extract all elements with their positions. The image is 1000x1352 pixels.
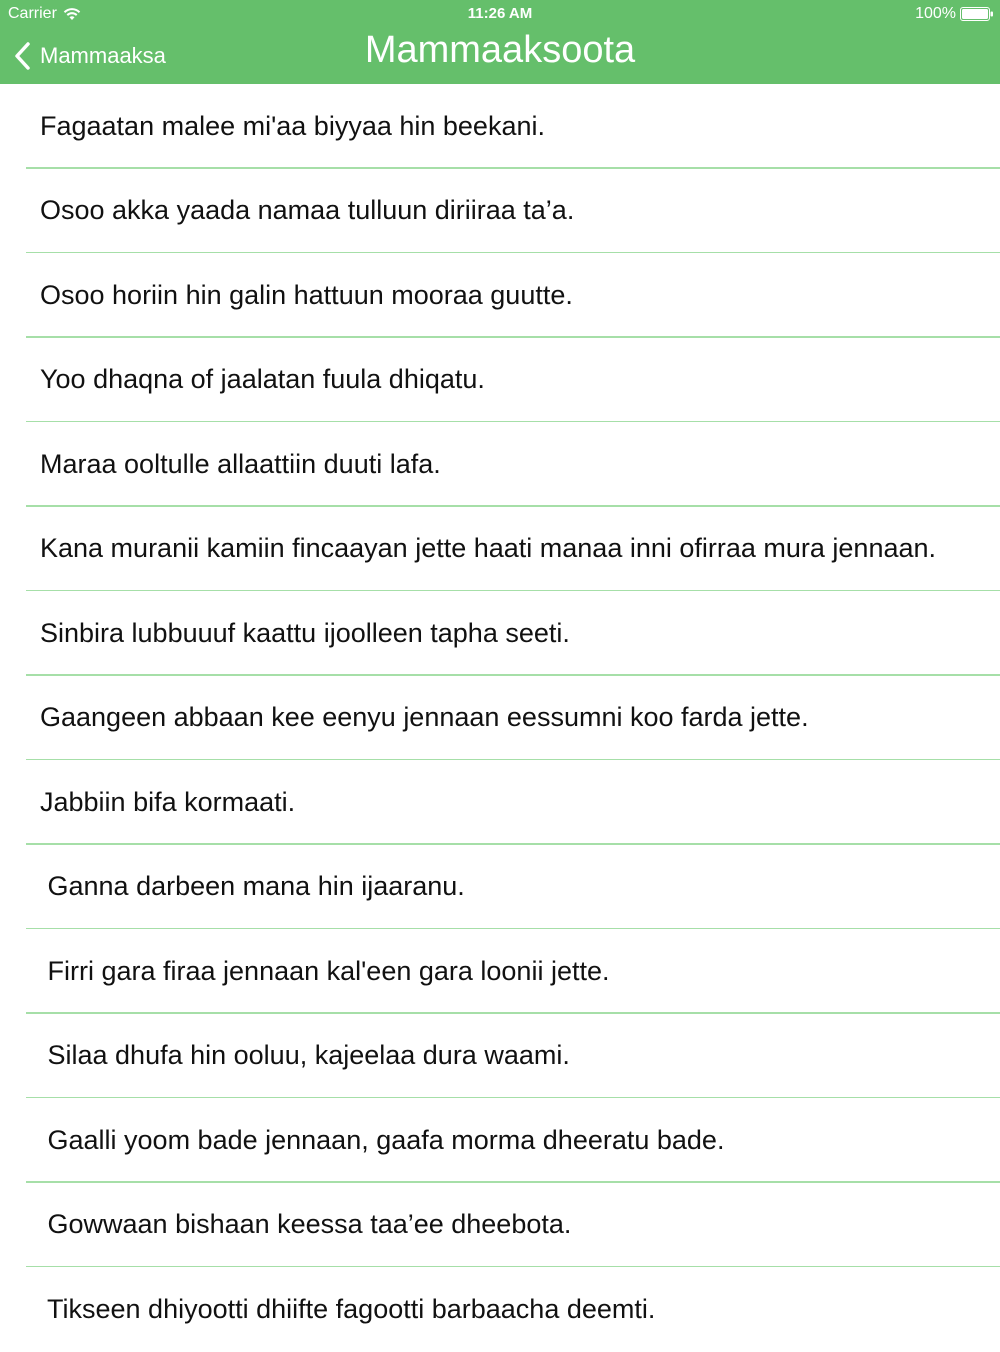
list-item[interactable]	[0, 253, 1000, 338]
page-title: Mammaaksoota	[364, 29, 636, 71]
list-item-text: Osoo akka yaada namaa tulluun diriiraa ta’a.	[40, 195, 575, 226]
status-right	[915, 0, 994, 28]
list-item[interactable]	[0, 591, 1000, 676]
list-item[interactable]	[0, 169, 1000, 254]
list-item-text: Tikseen dhiyootti dhiifte fagootti barbaacha deemti.	[40, 1293, 656, 1324]
status-bar	[0, 0, 1000, 28]
header	[0, 0, 1000, 84]
list-item[interactable]	[0, 1098, 1000, 1183]
navigation-bar	[0, 28, 1000, 84]
back-button-label: Mammaaksa	[40, 43, 166, 68]
proverb-list	[0, 84, 1000, 1352]
list-item[interactable]	[0, 760, 1000, 845]
list-item-text: Fagaatan malee mi'aa biyyaa hin beekani.	[40, 110, 545, 141]
list-item[interactable]	[0, 1267, 1000, 1352]
list-item-text: Kana muranii kamiin fincaayan jette haati manaa inni ofirraa mura jennaan.	[40, 533, 937, 564]
battery-label: 100%	[915, 5, 956, 22]
battery-icon	[960, 7, 994, 21]
list-item[interactable]	[0, 845, 1000, 930]
list-item-text: Ganna darbeen mana hin ijaaranu.	[40, 871, 465, 902]
list-item-text: Gaalli yoom bade jennaan, gaafa morma dheeratu bade.	[40, 1124, 725, 1155]
list-item-text: Yoo dhaqna of jaalatan fuula dhiqatu.	[40, 364, 485, 395]
list-item-text: Osoo horiin hin galin hattuun mooraa guutte.	[40, 279, 573, 310]
carrier-label: Carrier	[8, 5, 57, 22]
list-item[interactable]	[0, 422, 1000, 507]
list-item-text: Silaa dhufa hin ooluu, kajeelaa dura waami.	[40, 1040, 570, 1071]
list-item-text: Maraa ooltulle allaattiin duuti lafa.	[40, 448, 441, 479]
list-item[interactable]	[0, 1014, 1000, 1099]
list-item-text: Gowwaan bishaan keessa taa’ee dheebota.	[40, 1209, 572, 1240]
list-item[interactable]	[0, 338, 1000, 423]
list-item[interactable]	[0, 84, 1000, 169]
list-item[interactable]	[0, 676, 1000, 761]
status-time: 11:26 AM	[467, 5, 533, 22]
list-item[interactable]	[0, 1183, 1000, 1268]
list-item[interactable]	[0, 507, 1000, 592]
list-item[interactable]	[0, 929, 1000, 1014]
list-item-text: Sinbira lubbuuuf kaattu ijoolleen tapha seeti.	[40, 617, 570, 648]
list-item-text: Jabbiin bifa kormaati.	[40, 786, 296, 817]
list-item-text: Gaangeen abbaan kee eenyu jennaan eessumni koo farda jette.	[40, 702, 809, 733]
list-item-text: Firri gara firaa jennaan kal'een gara loonii jette.	[40, 955, 610, 986]
